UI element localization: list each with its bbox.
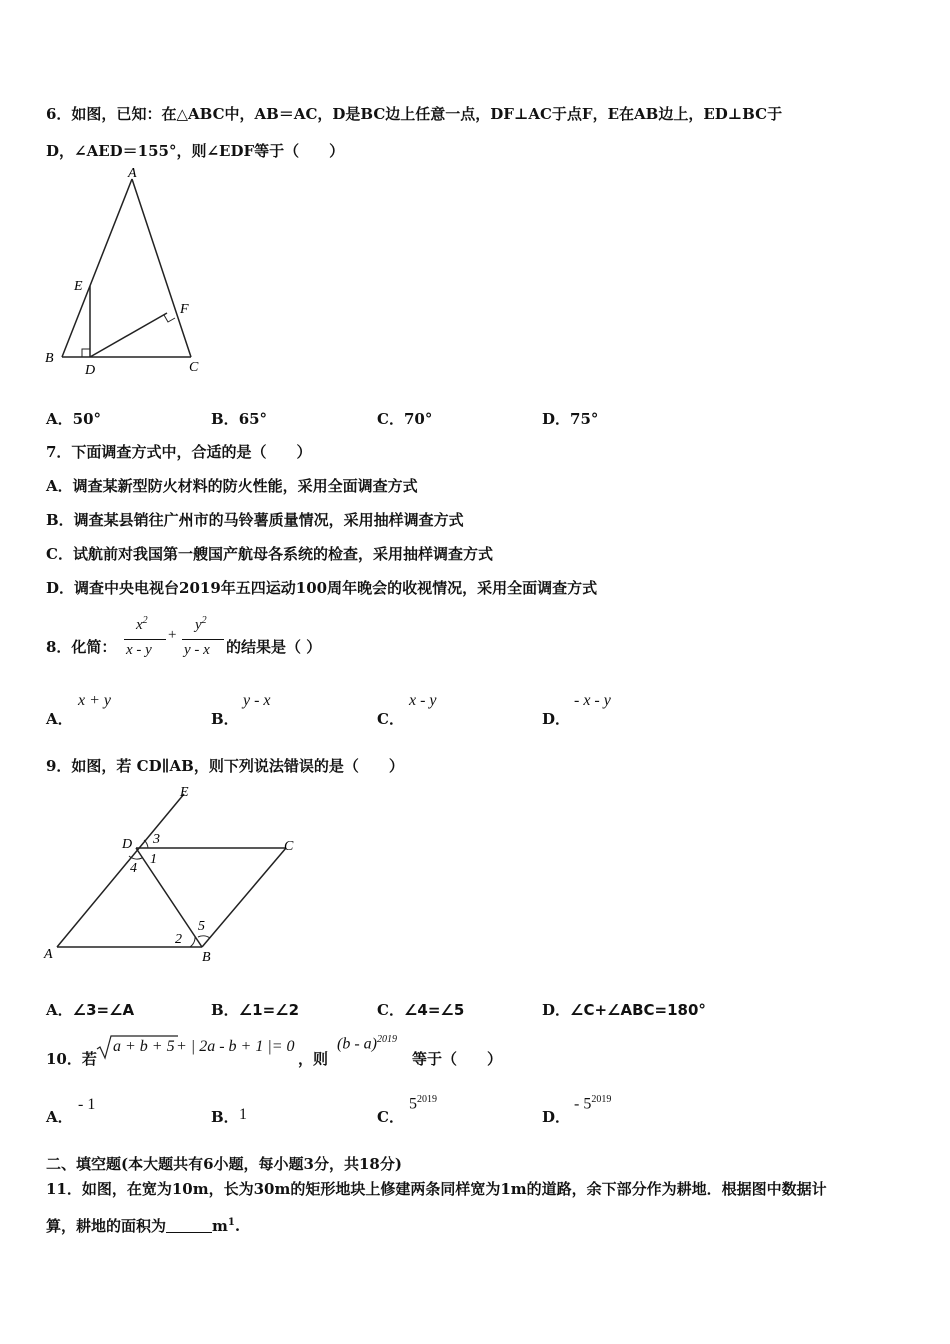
- q9-option-a: A．∠3=∠A: [46, 1001, 135, 1019]
- q6-option-b: B．65°: [211, 410, 268, 428]
- q8-option-d-letter: D．: [542, 710, 571, 728]
- q8-prefix: 8．化简：: [46, 638, 117, 656]
- q6-label-a: A: [128, 166, 137, 181]
- q6-label-b: B: [45, 351, 54, 366]
- q6-label-f: F: [180, 302, 189, 317]
- q8-frac2-bar: [182, 639, 224, 640]
- q8-suffix: 的结果是（ ）: [226, 638, 322, 656]
- q9-option-b: B．∠1=∠2: [211, 1001, 300, 1019]
- q10-prefix: 10．若: [46, 1050, 97, 1068]
- q9-line-ae: [57, 794, 184, 947]
- q9-label-2: 2: [175, 932, 182, 947]
- q7-option-b: B．调查某县销往广州市的马铃薯质量情况，采用抽样调查方式: [46, 511, 464, 529]
- q8-frac1-bar: [124, 639, 166, 640]
- q9-option-d: D．∠C+∠ABC=180°: [542, 1001, 706, 1019]
- q10-option-a-letter: A．: [46, 1108, 73, 1126]
- q7-option-a: A．调查某新型防火材料的防火性能，采用全面调查方式: [46, 477, 418, 495]
- q6-side-ab: [62, 179, 132, 357]
- q8-option-a-expr: x + y: [78, 692, 111, 709]
- q8-plus: +: [168, 627, 177, 643]
- q8-option-d-expr: - x - y: [574, 692, 611, 709]
- q6-right-angle-d: [82, 349, 90, 357]
- q6-stem-line2: D，∠AED＝155°，则∠EDF等于（ ）: [46, 142, 345, 160]
- q10-option-d-expr: - $5^{2019}$: [574, 1094, 612, 1113]
- q9-parallelogram-figure: [40, 782, 310, 967]
- q7-option-c: C．试航前对我国第一艘国产航母各系统的检查，采用抽样调查方式: [46, 545, 493, 563]
- q11-line2-unit: m: [212, 1217, 228, 1235]
- q11-line2-sup: 1: [227, 1217, 235, 1228]
- q9-label-a: A: [44, 947, 53, 962]
- q10-radicand: a + b + 5: [113, 1038, 175, 1055]
- q10-option-b-expr: 1: [239, 1106, 247, 1123]
- q10-option-c-expr: $5^{2019}$: [409, 1094, 437, 1113]
- q9-label-e: E: [180, 785, 189, 800]
- q9-label-3: 3: [153, 832, 160, 847]
- q10-option-b-letter: B．: [211, 1108, 239, 1126]
- q9-label-4: 4: [130, 861, 137, 876]
- q9-line-bc: [202, 848, 286, 947]
- q8-option-a-letter: A．: [46, 710, 73, 728]
- q10-option-a-expr: - 1: [78, 1096, 96, 1113]
- q9-option-c: C．∠4=∠5: [377, 1001, 465, 1019]
- q10-suffix: 等于（ ）: [412, 1050, 503, 1068]
- q9-angle-arc-b2: [198, 936, 210, 938]
- q10-comma: ，则: [298, 1050, 329, 1068]
- q6-side-ac: [132, 179, 191, 357]
- q11-answer-blank: [166, 1218, 212, 1233]
- q8-option-c-letter: C．: [377, 710, 404, 728]
- q9-stem: 9．如图，若 CD∥AB，则下列说法错误的是（ ）: [46, 757, 404, 775]
- q7-option-d: D．调查中央电视台2019年五四运动100周年晚会的收视情况，采用全面调查方式: [46, 579, 598, 597]
- q10-option-d-letter: D．: [542, 1108, 571, 1126]
- q8-frac1-denominator: x - y: [126, 642, 152, 658]
- q9-label-5: 5: [198, 919, 205, 934]
- q6-segment-df: [90, 313, 167, 357]
- q6-option-d: D．75°: [542, 410, 599, 428]
- q11-stem-line2: [46, 1215, 240, 1236]
- q8-frac1-numerator: $x^2$: [136, 615, 148, 633]
- q8-frac2-denominator: y - x: [184, 642, 210, 658]
- q6-option-a: A．50°: [46, 410, 102, 428]
- q6-label-e: E: [74, 279, 83, 294]
- q9-angle-arc-d: [144, 840, 148, 848]
- q8-option-c-expr: x - y: [409, 692, 437, 709]
- q11-line2-end: .: [234, 1217, 241, 1235]
- q9-line-db: [136, 848, 202, 947]
- q9-label-c: C: [284, 839, 294, 854]
- q11-line2-prefix: 算，耕地的面积为: [46, 1217, 167, 1235]
- q6-label-c: C: [189, 360, 199, 375]
- q6-triangle-figure: [40, 165, 220, 385]
- q6-label-d: D: [85, 363, 96, 378]
- q6-right-angle-f: [164, 315, 175, 322]
- q7-stem: 7．下面调查方式中，合适的是（ ）: [46, 443, 312, 461]
- q11-stem-line1: 11．如图，在宽为10m，长为30m的矩形地块上修建两条同样宽为1m的道路，余下部分作为耕地．根据图中数据计: [46, 1180, 827, 1198]
- q8-option-b-expr: y - x: [243, 692, 271, 709]
- q9-label-b: B: [202, 950, 211, 965]
- q9-angle-arc-b: [190, 936, 195, 947]
- q6-option-c: C．70°: [377, 410, 433, 428]
- q9-label-1: 1: [150, 852, 157, 867]
- q10-option-c-letter: C．: [377, 1108, 404, 1126]
- q8-option-b-letter: B．: [211, 710, 239, 728]
- section2-heading: 二、填空题(本大题共有6小题，每小题3分，共18分): [46, 1155, 402, 1173]
- q9-label-d: D: [122, 837, 133, 852]
- q10-abs-part: + | 2a - b + 1 |= 0: [176, 1038, 295, 1055]
- q8-frac2-numerator: $y^2$: [195, 615, 207, 633]
- q6-stem-line1: 6．如图，已知：在△ABC中，AB＝AC，D是BC边上任意一点，DF⊥AC于点F，E在AB边上，ED⊥BC于: [46, 105, 783, 123]
- q10-power: (b - a)$^{2019}$: [337, 1034, 397, 1053]
